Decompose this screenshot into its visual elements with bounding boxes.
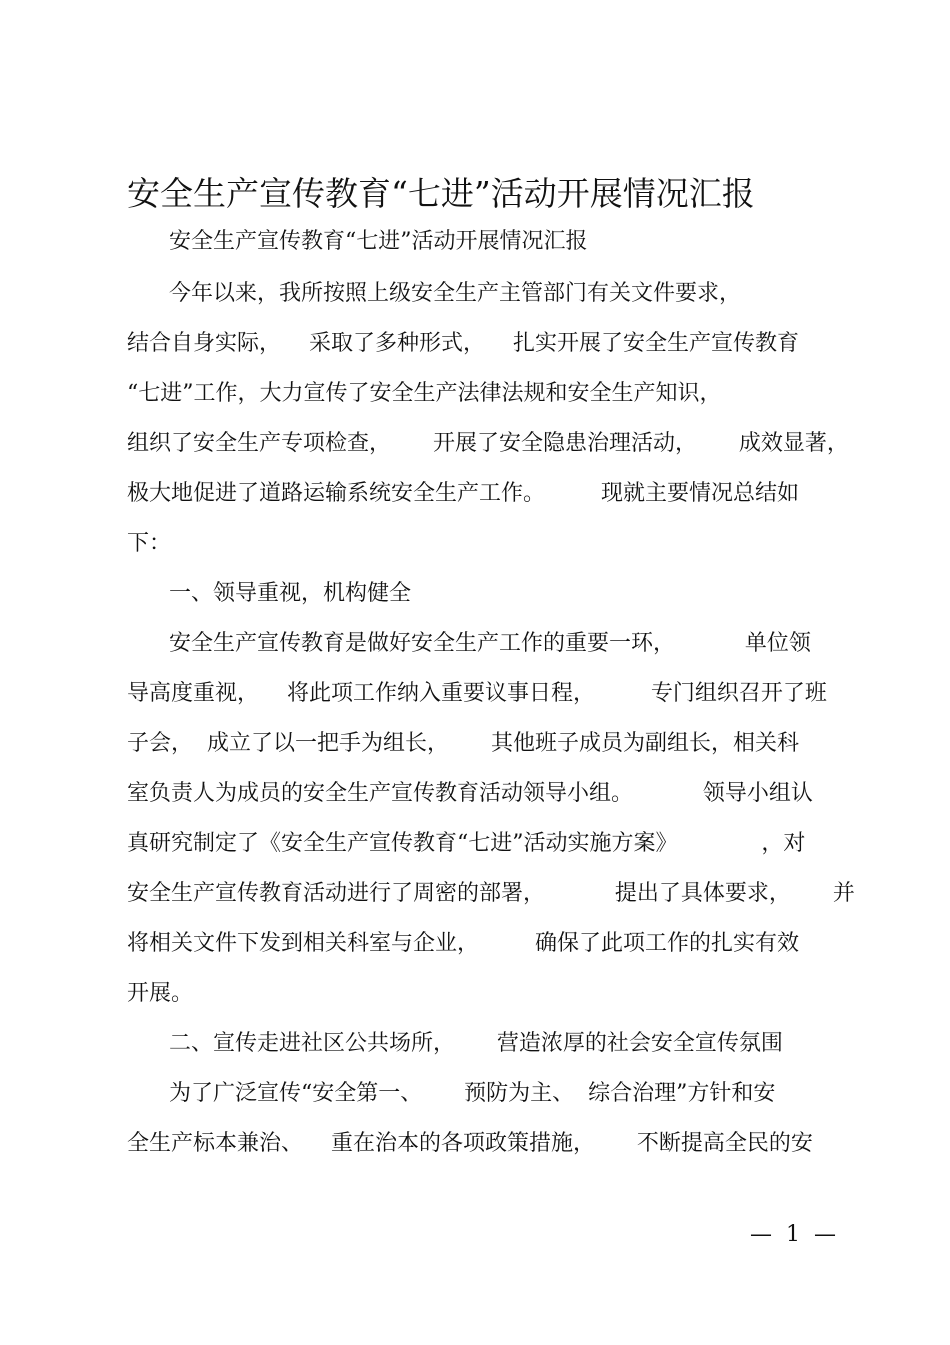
- body-line: 子会， 成立了以一把手为组长， 其他班子成员为副组长，相关科: [127, 731, 799, 756]
- body-line: “七进”工作，大力宣传了安全生产法律法规和安全生产知识，: [127, 381, 722, 406]
- body-line: 真研究制定了《安全生产宣传教育“七进”活动实施方案》 ，对: [127, 831, 806, 856]
- body-line: 组织了安全生产专项检查， 开展了安全隐患治理活动， 成效显著，: [127, 431, 849, 456]
- body-line: 安全生产宣传教育是做好安全生产工作的重要一环， 单位领: [127, 631, 811, 656]
- section-heading: 二、宣传走进社区公共场所， 营造浓厚的社会安全宣传氛围: [127, 1031, 783, 1056]
- body-line: 结合自身实际， 采取了多种形式， 扎实开展了安全生产宣传教育: [127, 331, 799, 356]
- body-line: 安全生产宣传教育活动进行了周密的部署， 提出了具体要求， 并: [127, 881, 855, 906]
- body-line-subtitle: 安全生产宣传教育“七进”活动开展情况汇报: [127, 229, 588, 254]
- section-heading: 一、领导重视，机构健全: [127, 581, 411, 606]
- body-line: 极大地促进了道路运输系统安全生产工作。 现就主要情况总结如: [127, 481, 799, 506]
- body-line: 今年以来，我所按照上级安全生产主管部门有关文件要求，: [127, 281, 741, 306]
- document-title: 安全生产宣传教育“七进”活动开展情况汇报: [127, 174, 755, 213]
- body-line: 室负责人为成员的安全生产宣传教育活动领导小组。 领导小组认: [127, 781, 813, 806]
- body-line: 导高度重视， 将此项工作纳入重要议事日程， 专门组织召开了班: [127, 681, 827, 706]
- body-line: 为了广泛宣传“安全第一、 预防为主、 综合治理”方针和安: [127, 1081, 776, 1106]
- body-line: 将相关文件下发到相关科室与企业， 确保了此项工作的扎实有效: [127, 931, 799, 956]
- page-number: — 1 —: [750, 1222, 836, 1247]
- body-line: 下：: [127, 531, 172, 556]
- body-line: 开展。: [127, 981, 194, 1006]
- body-line: 全生产标本兼治、 重在治本的各项政策措施， 不断提高全民的安: [127, 1131, 813, 1156]
